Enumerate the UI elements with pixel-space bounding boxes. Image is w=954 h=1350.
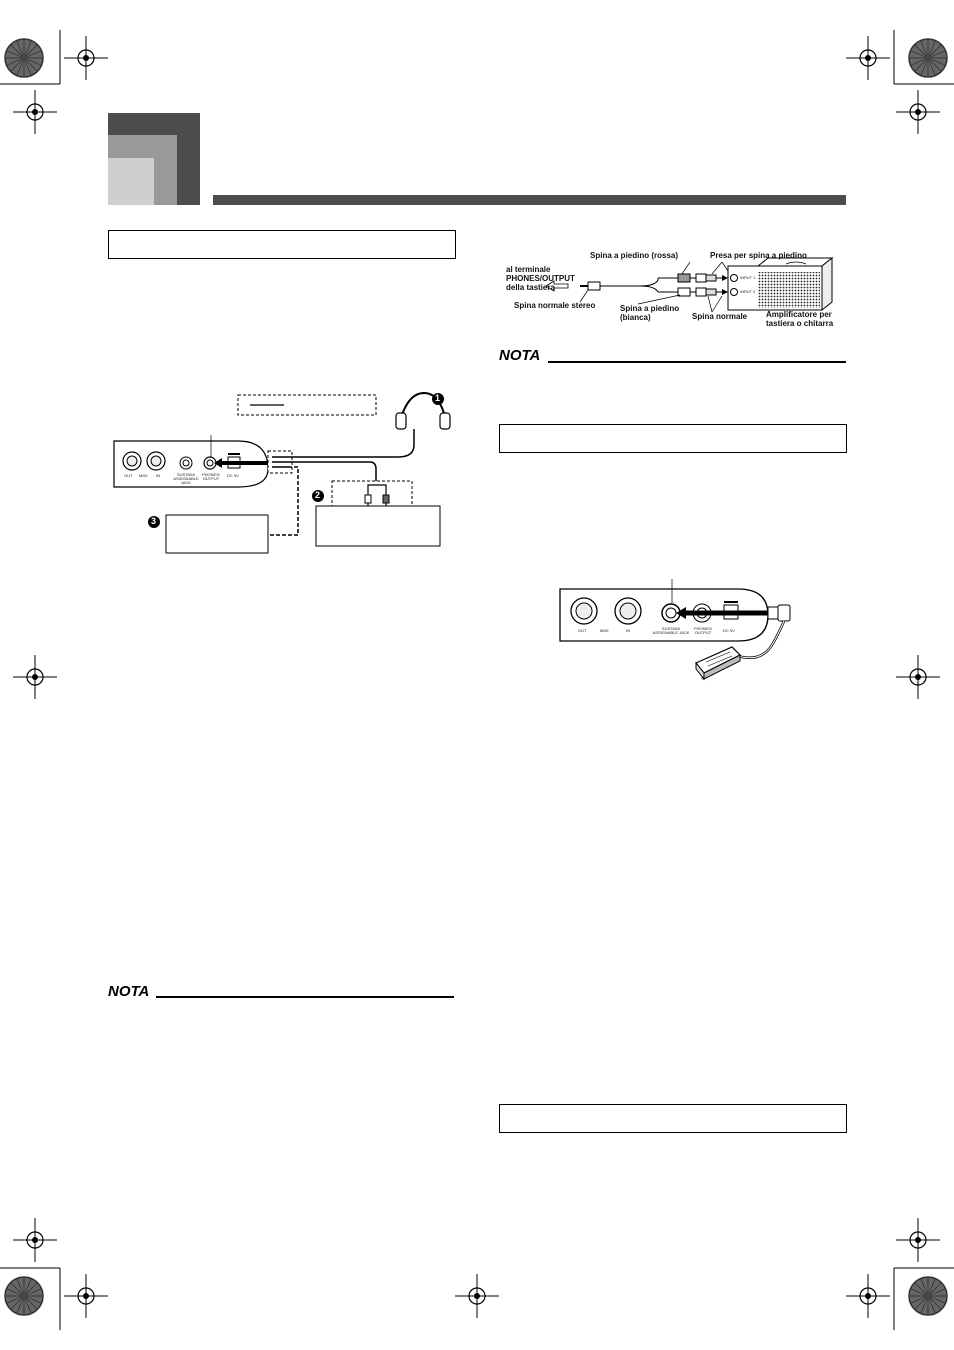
panel-label-in: IN: [156, 473, 160, 478]
label-white-pin-line1: Spina a piedino: [620, 304, 680, 313]
pedal-panel-label-midi: MIDI: [600, 628, 609, 633]
label-stereo-plug: Spina normale stereo: [514, 301, 596, 310]
header-rule: [213, 195, 846, 205]
panel-label-dc: DC 9V: [227, 473, 239, 478]
panel-label-midi: MIDI: [139, 473, 148, 478]
nota-rule-left: [156, 996, 454, 998]
label-red-pin-plug: Spina a piedino (rossa): [590, 251, 679, 260]
phones-output-connection-diagram: [108, 385, 454, 560]
label-terminal-line1: al terminale: [506, 265, 551, 274]
callout-1-digit: 1: [435, 393, 441, 403]
pedal-panel-label-phones: PHONES/ OUTPUT: [693, 626, 712, 636]
panel-label-sustain: SUSTAIN/ ASSIGNABLE JACK: [173, 472, 199, 486]
label-white-pin-line2: (bianca): [620, 313, 651, 322]
nota-label-right: NOTA: [499, 347, 541, 364]
label-terminal-line2: PHONES/OUTPUT: [506, 274, 575, 283]
section-heading-box-left: [108, 230, 456, 259]
label-input-2: INPUT 2: [740, 289, 756, 294]
label-pin-jack: Presa per spina a piedino: [710, 251, 807, 260]
nota-rule-right: [548, 361, 846, 363]
pedal-panel-label-sustain: SUSTAIN/ ASSIGNABLE JACK: [652, 626, 690, 636]
panel-label-out: OUT: [124, 473, 133, 478]
header-graphic: [108, 113, 200, 205]
panel-label-phones: PHONES/ OUTPUT: [201, 472, 220, 482]
amplifier-connection-diagram: [500, 250, 846, 330]
label-amplifier-line1: Amplificatore per: [766, 310, 832, 319]
label-terminal-line3: della tastiera: [506, 283, 555, 292]
pedal-panel-label-dc: DC 9V: [723, 628, 735, 633]
label-normal-plug: Spina normale: [692, 312, 748, 321]
pedal-panel-label-in: IN: [626, 628, 630, 633]
section-heading-box-right-1: [499, 424, 847, 453]
color-wheel-mark: [5, 39, 43, 77]
callout-3-digit: 3: [151, 516, 157, 526]
nota-label-left: NOTA: [108, 983, 150, 1000]
label-amplifier-line2: tastiera o chitarra: [766, 319, 834, 328]
pedal-panel-label-out: OUT: [578, 628, 587, 633]
label-input-1: INPUT 1: [740, 275, 756, 280]
sustain-pedal-diagram: [556, 575, 806, 700]
section-heading-box-right-2: [499, 1104, 847, 1133]
callout-2-digit: 2: [315, 490, 321, 500]
